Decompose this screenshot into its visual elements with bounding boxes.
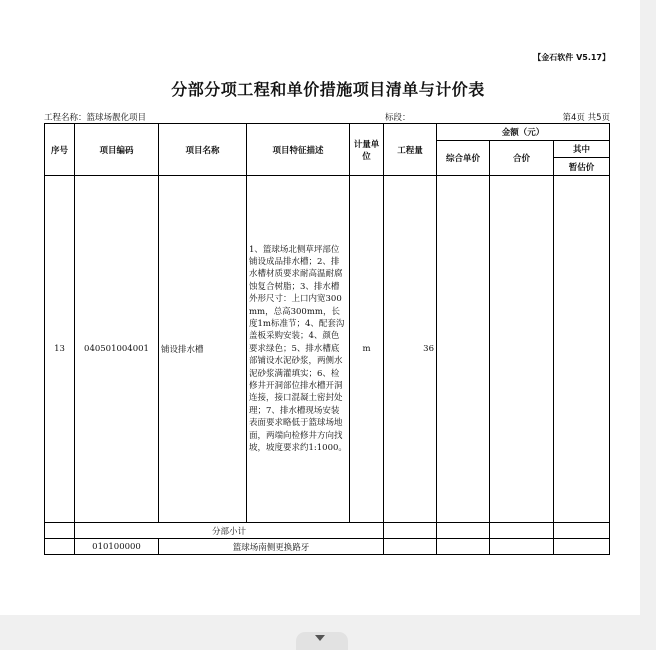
- row-name: 铺设排水槽: [159, 176, 247, 523]
- row-code: 040501004001: [75, 176, 159, 523]
- page-number: 第4页 共5页: [562, 113, 610, 123]
- col-header-index: 序号: [45, 124, 75, 176]
- next-row-code: 010100000: [75, 539, 159, 555]
- col-header-of-which: 其中: [554, 141, 610, 158]
- col-header-unit-price: 综合单价: [437, 141, 490, 176]
- project-name: 工程名称：篮球场靓化项目: [44, 113, 147, 123]
- row-provisional: [554, 176, 610, 523]
- bill-table: [44, 123, 610, 555]
- table-row: [45, 176, 610, 523]
- col-header-code: 项目编码: [75, 124, 159, 176]
- row-unit: m: [350, 176, 384, 523]
- row-unit-price: [437, 176, 490, 523]
- subtotal-row: [45, 523, 610, 539]
- col-header-amount: 金额（元）: [437, 124, 610, 141]
- col-header-qty: 工程量: [384, 124, 437, 176]
- software-version: 【金石软件 V5.17】: [533, 53, 610, 62]
- scroll-down-button[interactable]: [296, 632, 348, 650]
- col-header-unit: 计量单位: [350, 124, 384, 176]
- subtotal-label: 分部小计: [75, 523, 384, 539]
- page-title: 分部分项工程和单价措施项目清单与计价表: [171, 80, 485, 99]
- col-header-desc: 项目特征描述: [247, 124, 350, 176]
- row-total: [490, 176, 554, 523]
- row-quantity: 36: [384, 176, 437, 523]
- row-index: 13: [45, 176, 75, 523]
- col-header-total: 合价: [490, 141, 554, 176]
- row-description: 1、篮球场北侧草坪部位铺设成品排水槽；2、排水槽材质要求耐高温耐腐蚀复合树脂；3、排水槽外形尺寸：上口内宽300mm，总高300mm，长度1m标准节；4、配套沟盖板采购安装；4、颜色要求绿色；5、排水槽底部铺设水泥砂浆，两侧水泥砂浆满灌填实；6、检修井开洞部位排水槽开洞连接，接口混凝土密封处理；7、排水槽现场安装表面要求略低于篮球场地面，两端向检修井方向找坡，坡度要求约1:1000。: [247, 176, 350, 523]
- col-header-provisional: 暂估价: [554, 158, 610, 176]
- next-row-name: 篮球场南侧更换路牙: [159, 539, 384, 555]
- section-label: 标段：: [385, 113, 411, 123]
- col-header-name: 项目名称: [159, 124, 247, 176]
- next-row: [45, 539, 610, 555]
- chevron-down-icon: [315, 635, 325, 641]
- header-row-1: [45, 124, 610, 141]
